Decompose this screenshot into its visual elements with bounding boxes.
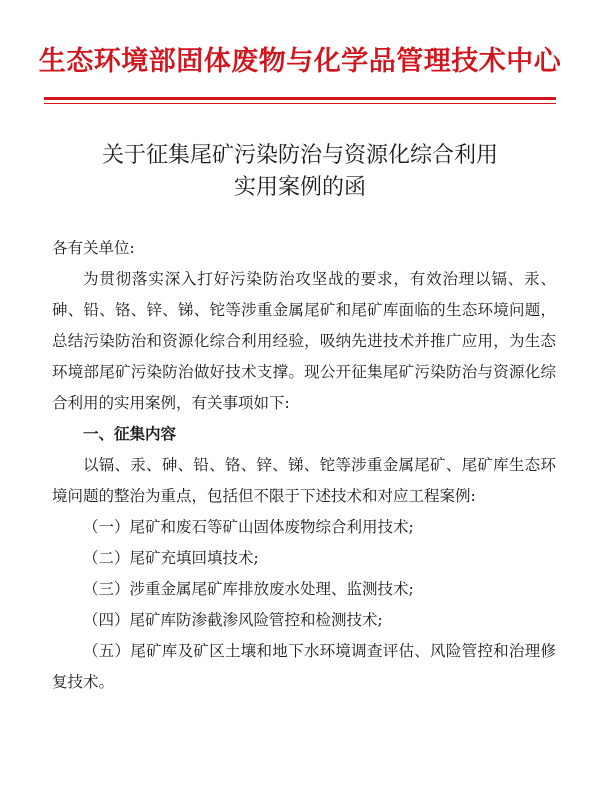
list-item: （四）尾矿库防渗截渗风险管控和检测技术; xyxy=(83,611,383,629)
intro-paragraph: 为贯彻落实深入打好污染防治攻坚战的要求，有效治理以镉、汞、砷、铅、铬、锌、锑、铊等涉重金属尾矿和尾矿库面临的生态环境问题，总结污染防治和资源化综合利用经验，吸纳先进技术并推广应用，为生态环境部尾矿污染防治做好技术支撑。现公开征集尾矿污染防治与资源化综合利用的实用案例，有关事项如下: xyxy=(52,270,556,412)
section-1-paragraph: 以镉、汞、砷、铅、铬、锌、锑、铊等涉重金属尾矿、尾矿库生态环境问题的整治为重点，包括但不限于下述技术和对应工程案例: xyxy=(52,456,556,505)
list-item: （五）尾矿库及矿区土壤和地下水环境调查评估、风险管控和治理修复技术。 xyxy=(52,642,556,691)
list-item: （三）涉重金属尾矿库排放废水处理、监测技术; xyxy=(83,580,414,598)
letterhead-org-name: 生态环境部固体废物与化学品管理技术中心 xyxy=(38,46,562,77)
salutation: 各有关单位: xyxy=(52,239,135,257)
section-heading-1: 一、征集内容 xyxy=(83,425,177,443)
letterhead-rule-thick xyxy=(44,97,556,100)
document-title-line-1: 关于征集尾矿污染防治与资源化综合利用 xyxy=(101,143,498,168)
list-item: （二）尾矿充填回填技术; xyxy=(83,549,259,567)
document-title-line-2: 实用案例的函 xyxy=(233,175,366,200)
letterhead-rule-thin xyxy=(44,103,556,104)
list-item: （一）尾矿和废石等矿山固体废物综合利用技术; xyxy=(83,518,414,536)
document-body xyxy=(52,233,556,698)
document-title xyxy=(0,140,600,204)
